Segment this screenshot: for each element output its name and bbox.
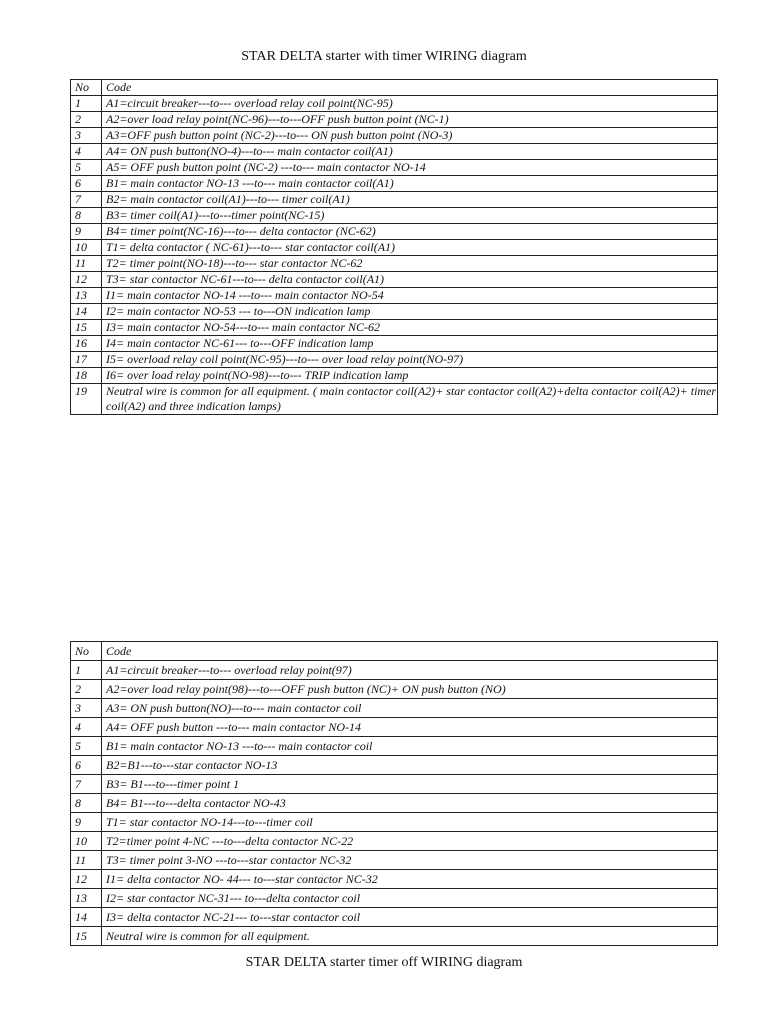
row-number: 14 — [71, 304, 102, 320]
row-number: 7 — [71, 192, 102, 208]
table-row — [71, 927, 718, 946]
table-row — [71, 718, 718, 737]
row-number: 5 — [71, 160, 102, 176]
row-code: B4= B1---to---delta contactor NO-43 — [102, 794, 718, 813]
row-number: 6 — [71, 756, 102, 775]
row-number: 4 — [71, 718, 102, 737]
row-number: 8 — [71, 208, 102, 224]
table-row — [71, 272, 718, 288]
table-row — [71, 256, 718, 272]
table-row — [71, 304, 718, 320]
table-row — [71, 336, 718, 352]
row-number: 18 — [71, 368, 102, 384]
row-number: 13 — [71, 288, 102, 304]
row-number: 1 — [71, 661, 102, 680]
table-row — [71, 96, 718, 112]
table-row — [71, 756, 718, 775]
table-row — [71, 699, 718, 718]
table-row — [71, 240, 718, 256]
row-code: A4= ON push button(NO-4)---to--- main contactor coil(A1) — [102, 144, 718, 160]
table-row — [71, 208, 718, 224]
table-row — [71, 192, 718, 208]
table-row — [71, 870, 718, 889]
row-code: T1= star contactor NO-14---to---timer coil — [102, 813, 718, 832]
row-code: B1= main contactor NO-13 ---to--- main contactor coil — [102, 737, 718, 756]
table-row — [71, 352, 718, 368]
row-code: B3= timer coil(A1)---to---timer point(NC-15) — [102, 208, 718, 224]
row-code: A1=circuit breaker---to--- overload relay coil point(NC-95) — [102, 96, 718, 112]
table-row — [71, 320, 718, 336]
row-number: 4 — [71, 144, 102, 160]
wiring-table-with-timer — [70, 79, 718, 415]
row-code: B2=B1---to---star contactor NO-13 — [102, 756, 718, 775]
row-number: 2 — [71, 112, 102, 128]
row-number: 3 — [71, 699, 102, 718]
row-code: I3= main contactor NO-54---to--- main contactor NC-62 — [102, 320, 718, 336]
row-number: 10 — [71, 240, 102, 256]
row-code: A3= ON push button(NO)---to--- main contactor coil — [102, 699, 718, 718]
table-row — [71, 775, 718, 794]
row-code: Neutral wire is common for all equipment. ( main contactor coil(A2)+ star contactor coil(A2)+delta contactor coil(A2)+ timer coil(A2) and three indication lamps) — [102, 384, 718, 415]
table-row — [71, 368, 718, 384]
row-code: T3= timer point 3-NO ---to---star contactor NC-32 — [102, 851, 718, 870]
row-number: 3 — [71, 128, 102, 144]
row-number: 13 — [71, 889, 102, 908]
table-row — [71, 794, 718, 813]
table-row — [71, 160, 718, 176]
table-header-row — [71, 80, 718, 96]
row-code: I6= over load relay point(NO-98)---to--- TRIP indication lamp — [102, 368, 718, 384]
row-number: 12 — [71, 272, 102, 288]
table-row — [71, 112, 718, 128]
row-number: 6 — [71, 176, 102, 192]
row-code: T2= timer point(NO-18)---to--- star contactor NC-62 — [102, 256, 718, 272]
row-code: I2= main contactor NO-53 --- to---ON indication lamp — [102, 304, 718, 320]
row-code: I5= overload relay coil point(NC-95)---to--- over load relay point(NO-97) — [102, 352, 718, 368]
row-number: 12 — [71, 870, 102, 889]
row-code: I3= delta contactor NC-21--- to---star contactor coil — [102, 908, 718, 927]
row-code: B3= B1---to---timer point 1 — [102, 775, 718, 794]
row-code: I1= delta contactor NO- 44--- to---star contactor NC-32 — [102, 870, 718, 889]
table-row — [71, 144, 718, 160]
row-code: T1= delta contactor ( NC-61)---to--- star contactor coil(A1) — [102, 240, 718, 256]
table-row — [71, 832, 718, 851]
table-row — [71, 908, 718, 927]
header-code: Code — [102, 642, 718, 661]
row-code: Neutral wire is common for all equipment. — [102, 927, 718, 946]
row-code: A5= OFF push button point (NC-2) ---to--- main contactor NO-14 — [102, 160, 718, 176]
row-number: 8 — [71, 794, 102, 813]
row-code: B2= main contactor coil(A1)---to--- timer coil(A1) — [102, 192, 718, 208]
wiring-table-timer-off — [70, 641, 718, 946]
row-code: A4= OFF push button ---to--- main contactor NO-14 — [102, 718, 718, 737]
row-number: 15 — [71, 320, 102, 336]
header-no: No — [71, 80, 102, 96]
row-number: 11 — [71, 851, 102, 870]
row-number: 11 — [71, 256, 102, 272]
row-code: B4= timer point(NC-16)---to--- delta contactor (NC-62) — [102, 224, 718, 240]
row-code: I4= main contactor NC-61--- to---OFF indication lamp — [102, 336, 718, 352]
table-row — [71, 851, 718, 870]
row-number: 1 — [71, 96, 102, 112]
row-number: 14 — [71, 908, 102, 927]
row-number: 10 — [71, 832, 102, 851]
row-code: A3=OFF push button point (NC-2)---to--- ON push button point (NO-3) — [102, 128, 718, 144]
header-no: No — [71, 642, 102, 661]
row-code: T2=timer point 4-NC ---to---delta contactor NC-22 — [102, 832, 718, 851]
table-row — [71, 680, 718, 699]
row-number: 16 — [71, 336, 102, 352]
row-number: 5 — [71, 737, 102, 756]
row-code: T3= star contactor NC-61---to--- delta contactor coil(A1) — [102, 272, 718, 288]
page-title: STAR DELTA starter with timer WIRING diagram — [241, 49, 527, 64]
row-number: 15 — [71, 927, 102, 946]
table-row — [71, 889, 718, 908]
table-row — [71, 176, 718, 192]
table-row — [71, 737, 718, 756]
row-code: A2=over load relay point(98)---to---OFF push button (NC)+ ON push button (NO) — [102, 680, 718, 699]
row-code: A1=circuit breaker---to--- overload relay point(97) — [102, 661, 718, 680]
row-number: 17 — [71, 352, 102, 368]
table-header-row — [71, 642, 718, 661]
row-number: 19 — [71, 384, 102, 415]
table-row — [71, 813, 718, 832]
table-row — [71, 661, 718, 680]
table-row — [71, 224, 718, 240]
row-code: A2=over load relay point(NC-96)---to---OFF push button point (NC-1) — [102, 112, 718, 128]
row-number: 9 — [71, 813, 102, 832]
row-code: I2= star contactor NC-31--- to---delta contactor coil — [102, 889, 718, 908]
diagram-caption: STAR DELTA starter timer off WIRING diagram — [245, 955, 523, 970]
table-row — [71, 384, 718, 415]
table-row — [71, 288, 718, 304]
row-number: 2 — [71, 680, 102, 699]
row-number: 9 — [71, 224, 102, 240]
row-code: B1= main contactor NO-13 ---to--- main contactor coil(A1) — [102, 176, 718, 192]
table-row — [71, 128, 718, 144]
row-number: 7 — [71, 775, 102, 794]
header-code: Code — [102, 80, 718, 96]
row-code: I1= main contactor NO-14 ---to--- main contactor NO-54 — [102, 288, 718, 304]
